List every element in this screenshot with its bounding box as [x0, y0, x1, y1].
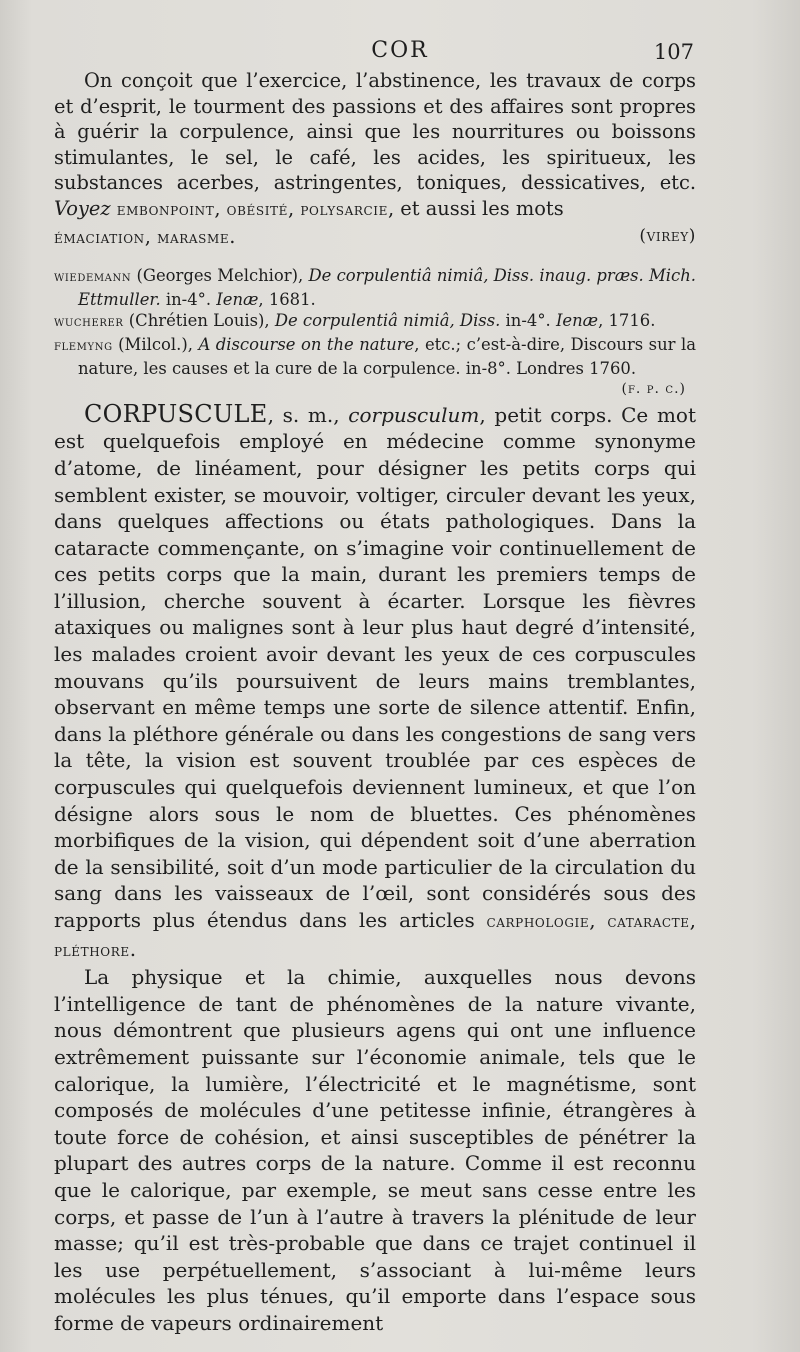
separator: , et aussi les mots [387, 196, 564, 220]
page-body [54, 68, 696, 1337]
ref-author: wiedemann [54, 269, 132, 286]
entry-definition: , petit corps. Ce mot est quelquefois employé en médecine comme synonyme d’atome, de linéament, pour désigner les petits corps qui semblent exister, se mouvoir, voltiger, circuler devant les yeux, dans quelques affections ou états pathologiques. Dans la cataracte commençante, on s’imagine voir continuellement de ces petits corps que la main, durant les premiers temps de l’illusion, cherche souvent à écarter. Lorsque les fièvres ataxiques ou malignes sont à leur plus haut degré d’intensité, les malades croient avoir devant les yeux de ces corpuscules mouvans qu’ils poursuivent de leurs mains tremblantes, observant en même temps une sorte de silence attentif. Enfin, dans la pléthore générale ou dans les congestions de sang vers la tête, la vision est souvent troublée par ces espèces de corpuscules qui quelquefois deviennent lumineux, et que l’on désigne alors sous le nom de bluettes. Ces phénomènes morbifiques de la vision, qui dépendent soit d’une aberration de la sensibilité, soit d’un mode particulier de la circulation du sang dans les vaisseaux de l’œil, sont considérés sous des rapports plus étendus dans les articles [54, 402, 697, 932]
cross-reference: cataracte [607, 912, 690, 932]
xref-line-text [54, 224, 235, 252]
separator: , [689, 908, 697, 932]
separator: . [129, 936, 137, 961]
page-number: 107 [653, 40, 694, 64]
ref-format: in-4°. [160, 289, 217, 309]
bibliography-entry [54, 265, 696, 310]
cross-reference: obésité [226, 199, 288, 220]
ref-details: (Chrétien Louis), [123, 311, 275, 331]
paragraph-text: On conçoit que l’exercice, l’abstinence, les travaux de corps et d’esprit, le tourment des passions et des affaires sont propres à guérir la corpulence, ainsi que les nourritures ou boissons stimulantes, le sel, le café, les acides, les spiritueux, les substances acerbes, astringentes, toniques, dessicatives, etc. [54, 69, 696, 195]
ref-place: Ienæ [555, 311, 599, 331]
cross-reference: marasme [157, 227, 230, 248]
cross-reference: embonpoint [116, 199, 215, 220]
ref-title: De corpulentiâ nimiâ, Diss. [274, 311, 501, 331]
ref-author: wucherer [54, 314, 124, 331]
page-header [0, 34, 800, 68]
voyez-label: Voyez [54, 196, 111, 220]
dictionary-entry-corpuscule [54, 401, 696, 964]
separator: , [589, 908, 608, 932]
ref-title: De corpulentiâ nimiâ, Diss. inaug. præs. Mich. Ettmuller. [78, 266, 696, 309]
ref-format: , etc.; c’est-à-dire, Discours sur la nature, les causes et la cure de la corpulence. in-8°. Londres 1760. [78, 334, 696, 378]
entry-headword: CORPUSCULE [84, 399, 268, 428]
cross-reference: polysarcie [300, 199, 388, 220]
bibliography-entry [54, 310, 696, 334]
bibliography [54, 265, 696, 401]
ref-format: in-4°. [500, 311, 556, 331]
separator: , [214, 196, 221, 220]
author-signature: (virey) [639, 225, 696, 246]
ref-place: Ienæ [216, 289, 259, 309]
xref-line [54, 224, 696, 252]
entry-part-of-speech: , s. m., [267, 402, 349, 427]
ref-details: (Georges Melchior), [131, 266, 309, 286]
entry-latin: corpusculum [348, 402, 480, 427]
ref-details: (Milcol.), [112, 334, 199, 354]
separator: , [288, 196, 295, 220]
cross-reference: carphologie [486, 912, 590, 932]
running-head: COR [371, 38, 429, 63]
ref-title: A discourse on the nature [198, 334, 415, 354]
separator: , [144, 224, 151, 248]
cross-reference: émaciation [54, 227, 145, 248]
paragraph-corpulence [54, 68, 696, 224]
ref-year: , 1716. [598, 311, 656, 331]
bibliography-entry [54, 334, 696, 379]
bibliography-signature: (f. p. c.) [621, 381, 686, 398]
cross-reference: pléthore [54, 940, 130, 961]
separator: . [229, 224, 236, 248]
ref-year: , 1681. [258, 289, 316, 309]
paragraph-physique: La physique et la chimie, auxquelles nous devons l’intelligence de tant de phénomènes de la nature vivante, nous démontrent que plusieurs agens qui ont une influence extrêmement puissante sur l’économie animale, tels que le calorique, la lumière, l’électricité et le magnétisme, sont composés de molécules d’une petitesse infinie, étrangères à toute force de cohésion, et ainsi susceptibles de pénétrer la plupart des autres corps de la nature. Comme il est reconnu que le calorique, par exemple, se meut sans cesse entre les corps, et passe de l’un à l’autre à travers la plénitude de leur masse; qu’il est très-probable que dans ce trajet continuel il les use perpétuellement, s’associant à lui-même leurs molécules les plus ténues, qu’il emporte dans l’espace sous forme de vapeurs ordinairement [54, 965, 696, 1335]
ref-author: flemyng [54, 337, 113, 354]
